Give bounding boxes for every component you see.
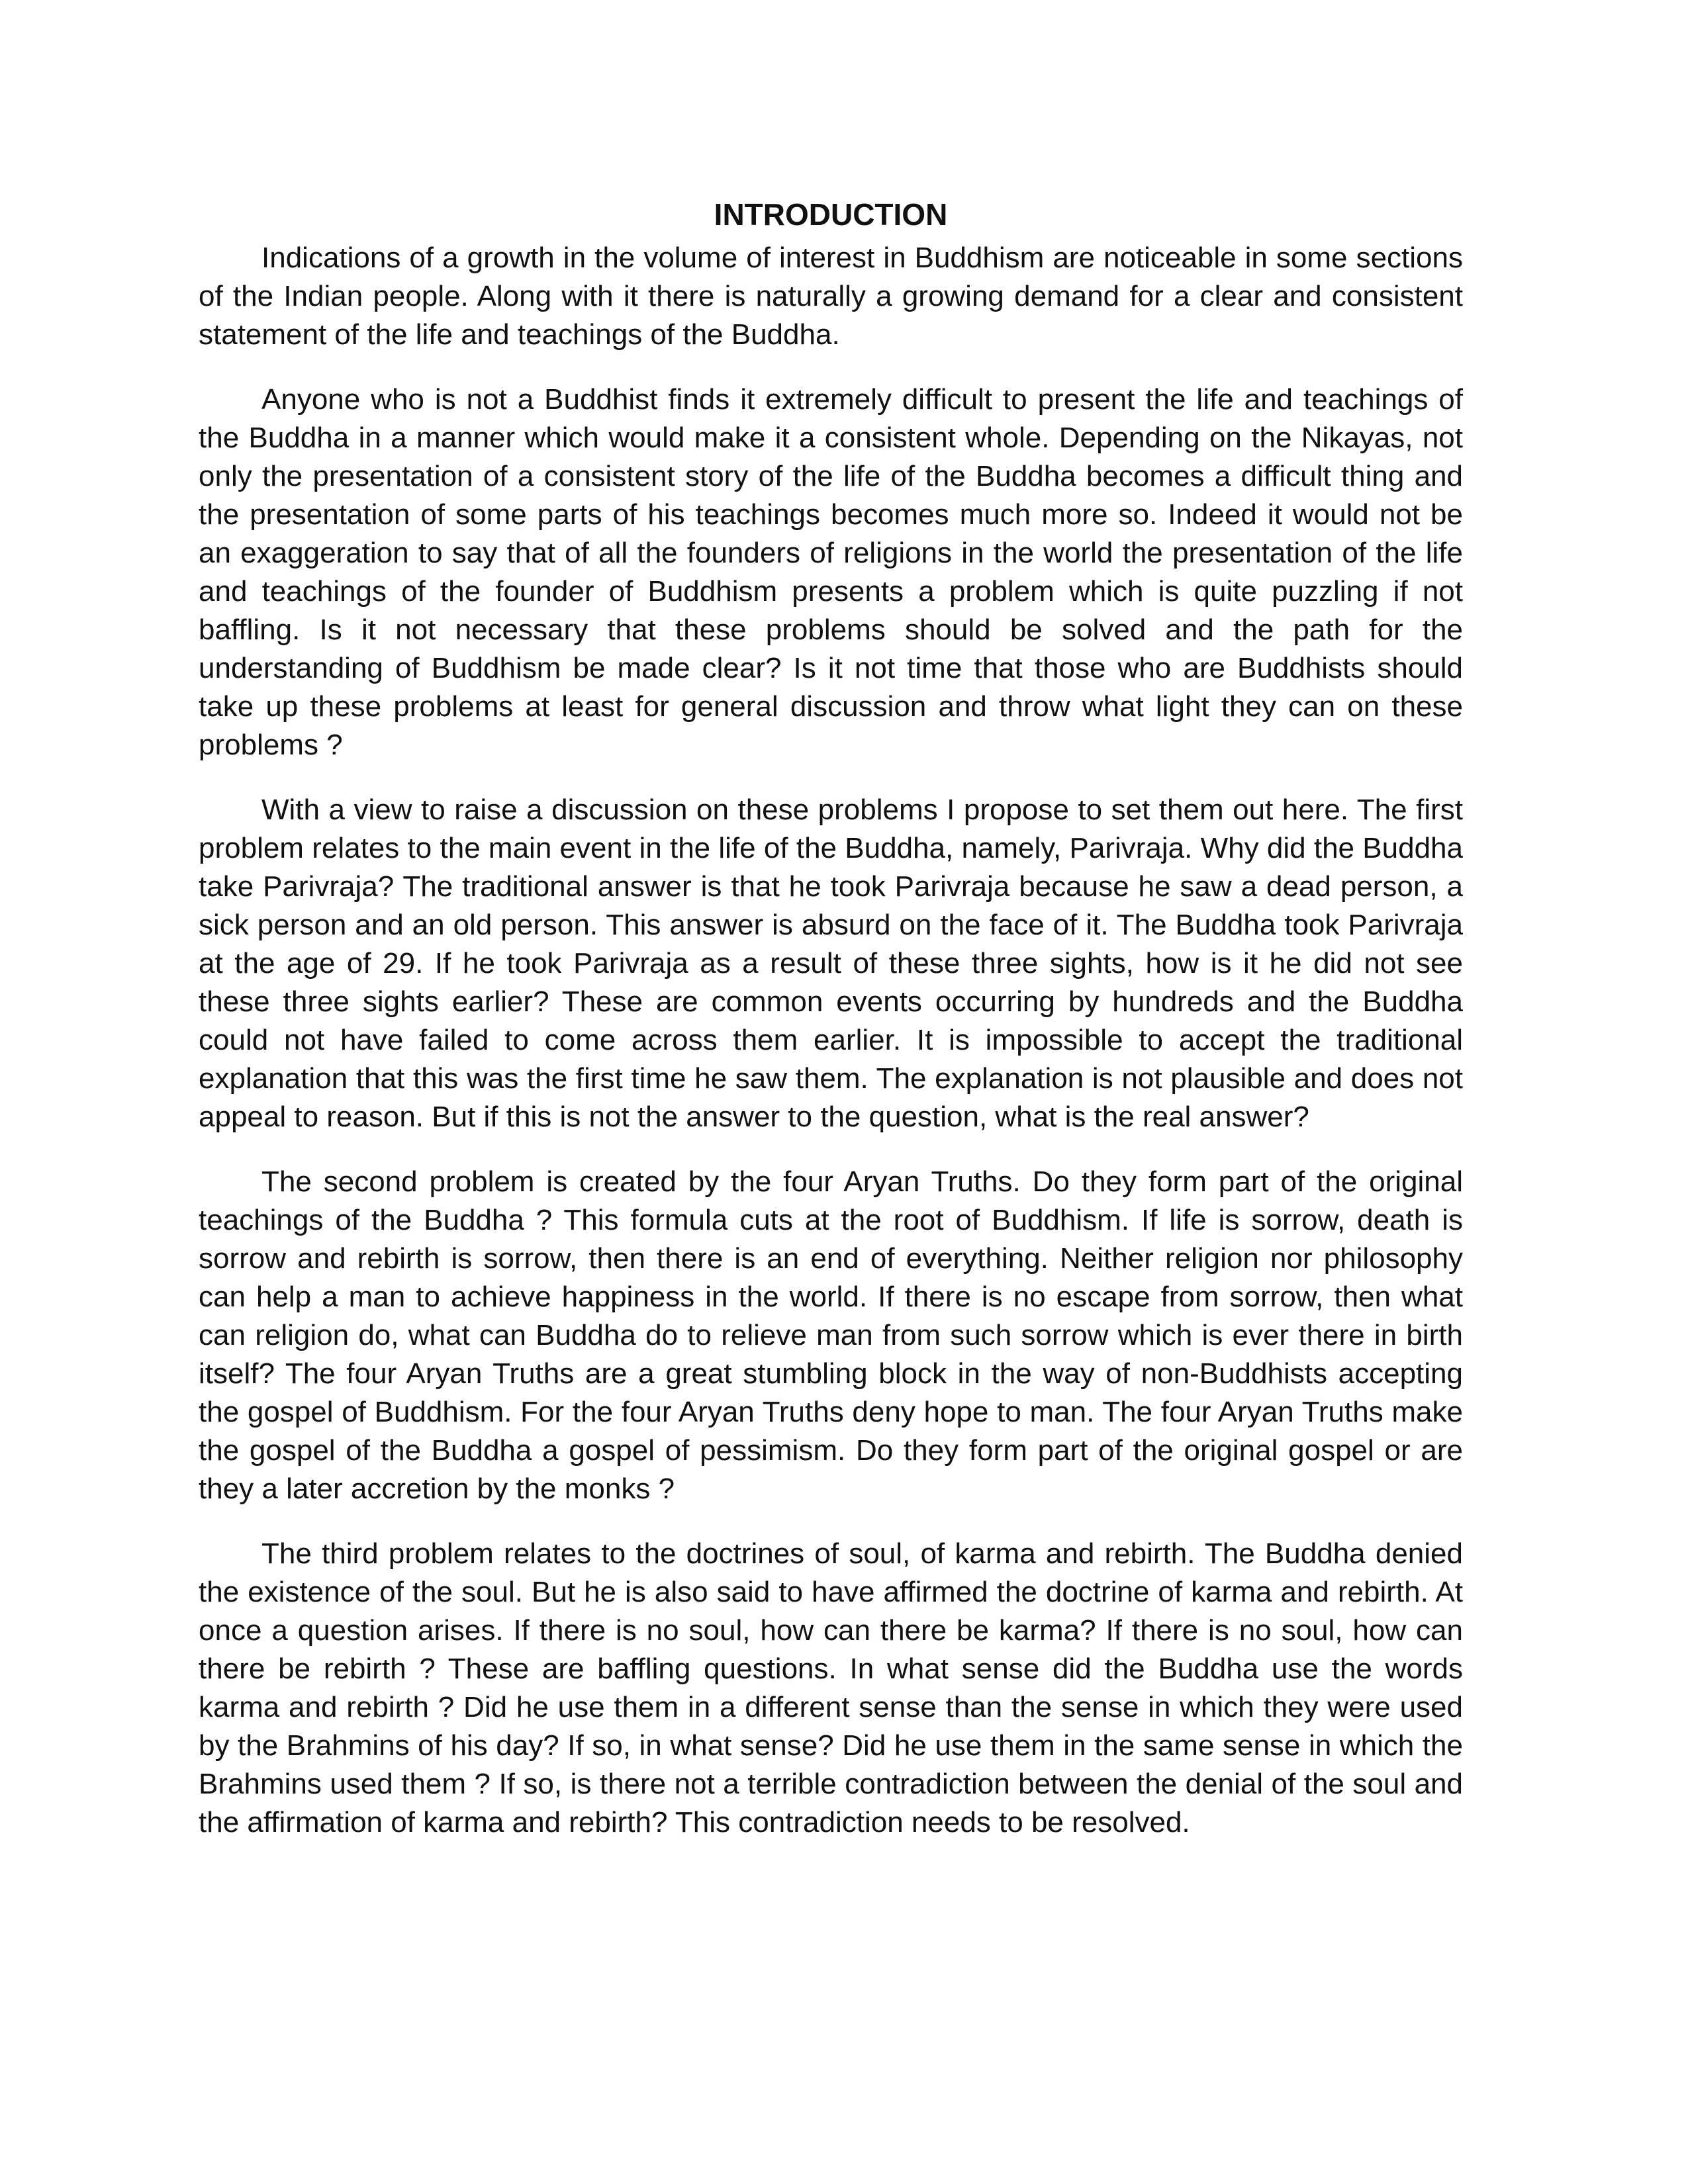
document-page bbox=[199, 195, 1463, 1868]
page-title: INTRODUCTION bbox=[714, 197, 948, 232]
paragraph-1: Indications of a growth in the volume of interest in Buddhism are noticeable in some sections of the Indian people. Along with it there is naturally a growing demand for a clear and consistent statement of the life and teachings of the Buddha. bbox=[199, 242, 1463, 351]
paragraph-4: The second problem is created by the four Aryan Truths. Do they form part of the original teachings of the Buddha ? This formula cuts at the root of Buddhism. If life is sorrow, death is sorrow and rebirth is sorrow, then there is an end of everything. Neither religion nor philosophy can help a man to achieve happiness in the world. If there is no escape from sorrow, then what can religion do, what can Buddha do to relieve man from such sorrow which is ever there in birth itself? The four Aryan Truths are a great stumbling block in the way of non-Buddhists accepting the gospel of Buddhism. For the four Aryan Truths deny hope to man. The four Aryan Truths make the gospel of the Buddha a gospel of pessimism. Do they form part of the original gospel or are they a later accretion by the monks ? bbox=[199, 1165, 1463, 1505]
paragraph-5: The third problem relates to the doctrines of soul, of karma and rebirth. The Buddha denied the existence of the soul. But he is also said to have affirmed the doctrine of karma and rebirth. At once a question arises. If there is no soul, how can there be karma? If there is no soul, how can there be rebirth ? These are baffling questions. In what sense did the Buddha use the words karma and rebirth ? Did he use them in a different sense than the sense in which they were used by the Brahmins of his day? If so, in what sense? Did he use them in the same sense in which the Brahmins used them ? If so, is there not a terrible contradiction between the denial of the soul and the affirmation of karma and rebirth? This contradiction needs to be resolved. bbox=[199, 1537, 1463, 1839]
paragraph-3: With a view to raise a discussion on these problems I propose to set them out here. The first problem relates to the main event in the life of the Buddha, namely, Parivraja. Why did the Buddha take Parivraja? The traditional answer is that he took Parivraja because he saw a dead person, a sick person and an old person. This answer is absurd on the face of it. The Buddha took Parivraja at the age of 29. If he took Parivraja as a result of these three sights, how is it he did not see these three sights earlier? These are common events occurring by hundreds and the Buddha could not have failed to come across them earlier. It is impossible to accept the traditional explanation that this was the first time he saw them. The explanation is not plausible and does not appeal to reason. But if this is not the answer to the question, what is the real answer? bbox=[199, 794, 1463, 1133]
paragraph-2: Anyone who is not a Buddhist finds it extremely difficult to present the life and teachings of the Buddha in a manner which would make it a consistent whole. Depending on the Nikayas, not only the presentation of a consistent story of the life of the Buddha becomes a difficult thing and the presentation of some parts of his teachings becomes much more so. Indeed it would not be an exaggeration to say that of all the founders of religions in the world the presentation of the life and teachings of the founder of Buddhism presents a problem which is quite puzzling if not baffling. Is it not necessary that these problems should be solved and the path for the understanding of Buddhism be made clear? Is it not time that those who are Buddhists should take up these problems at least for general discussion and throw what light they can on these problems ? bbox=[199, 383, 1463, 761]
